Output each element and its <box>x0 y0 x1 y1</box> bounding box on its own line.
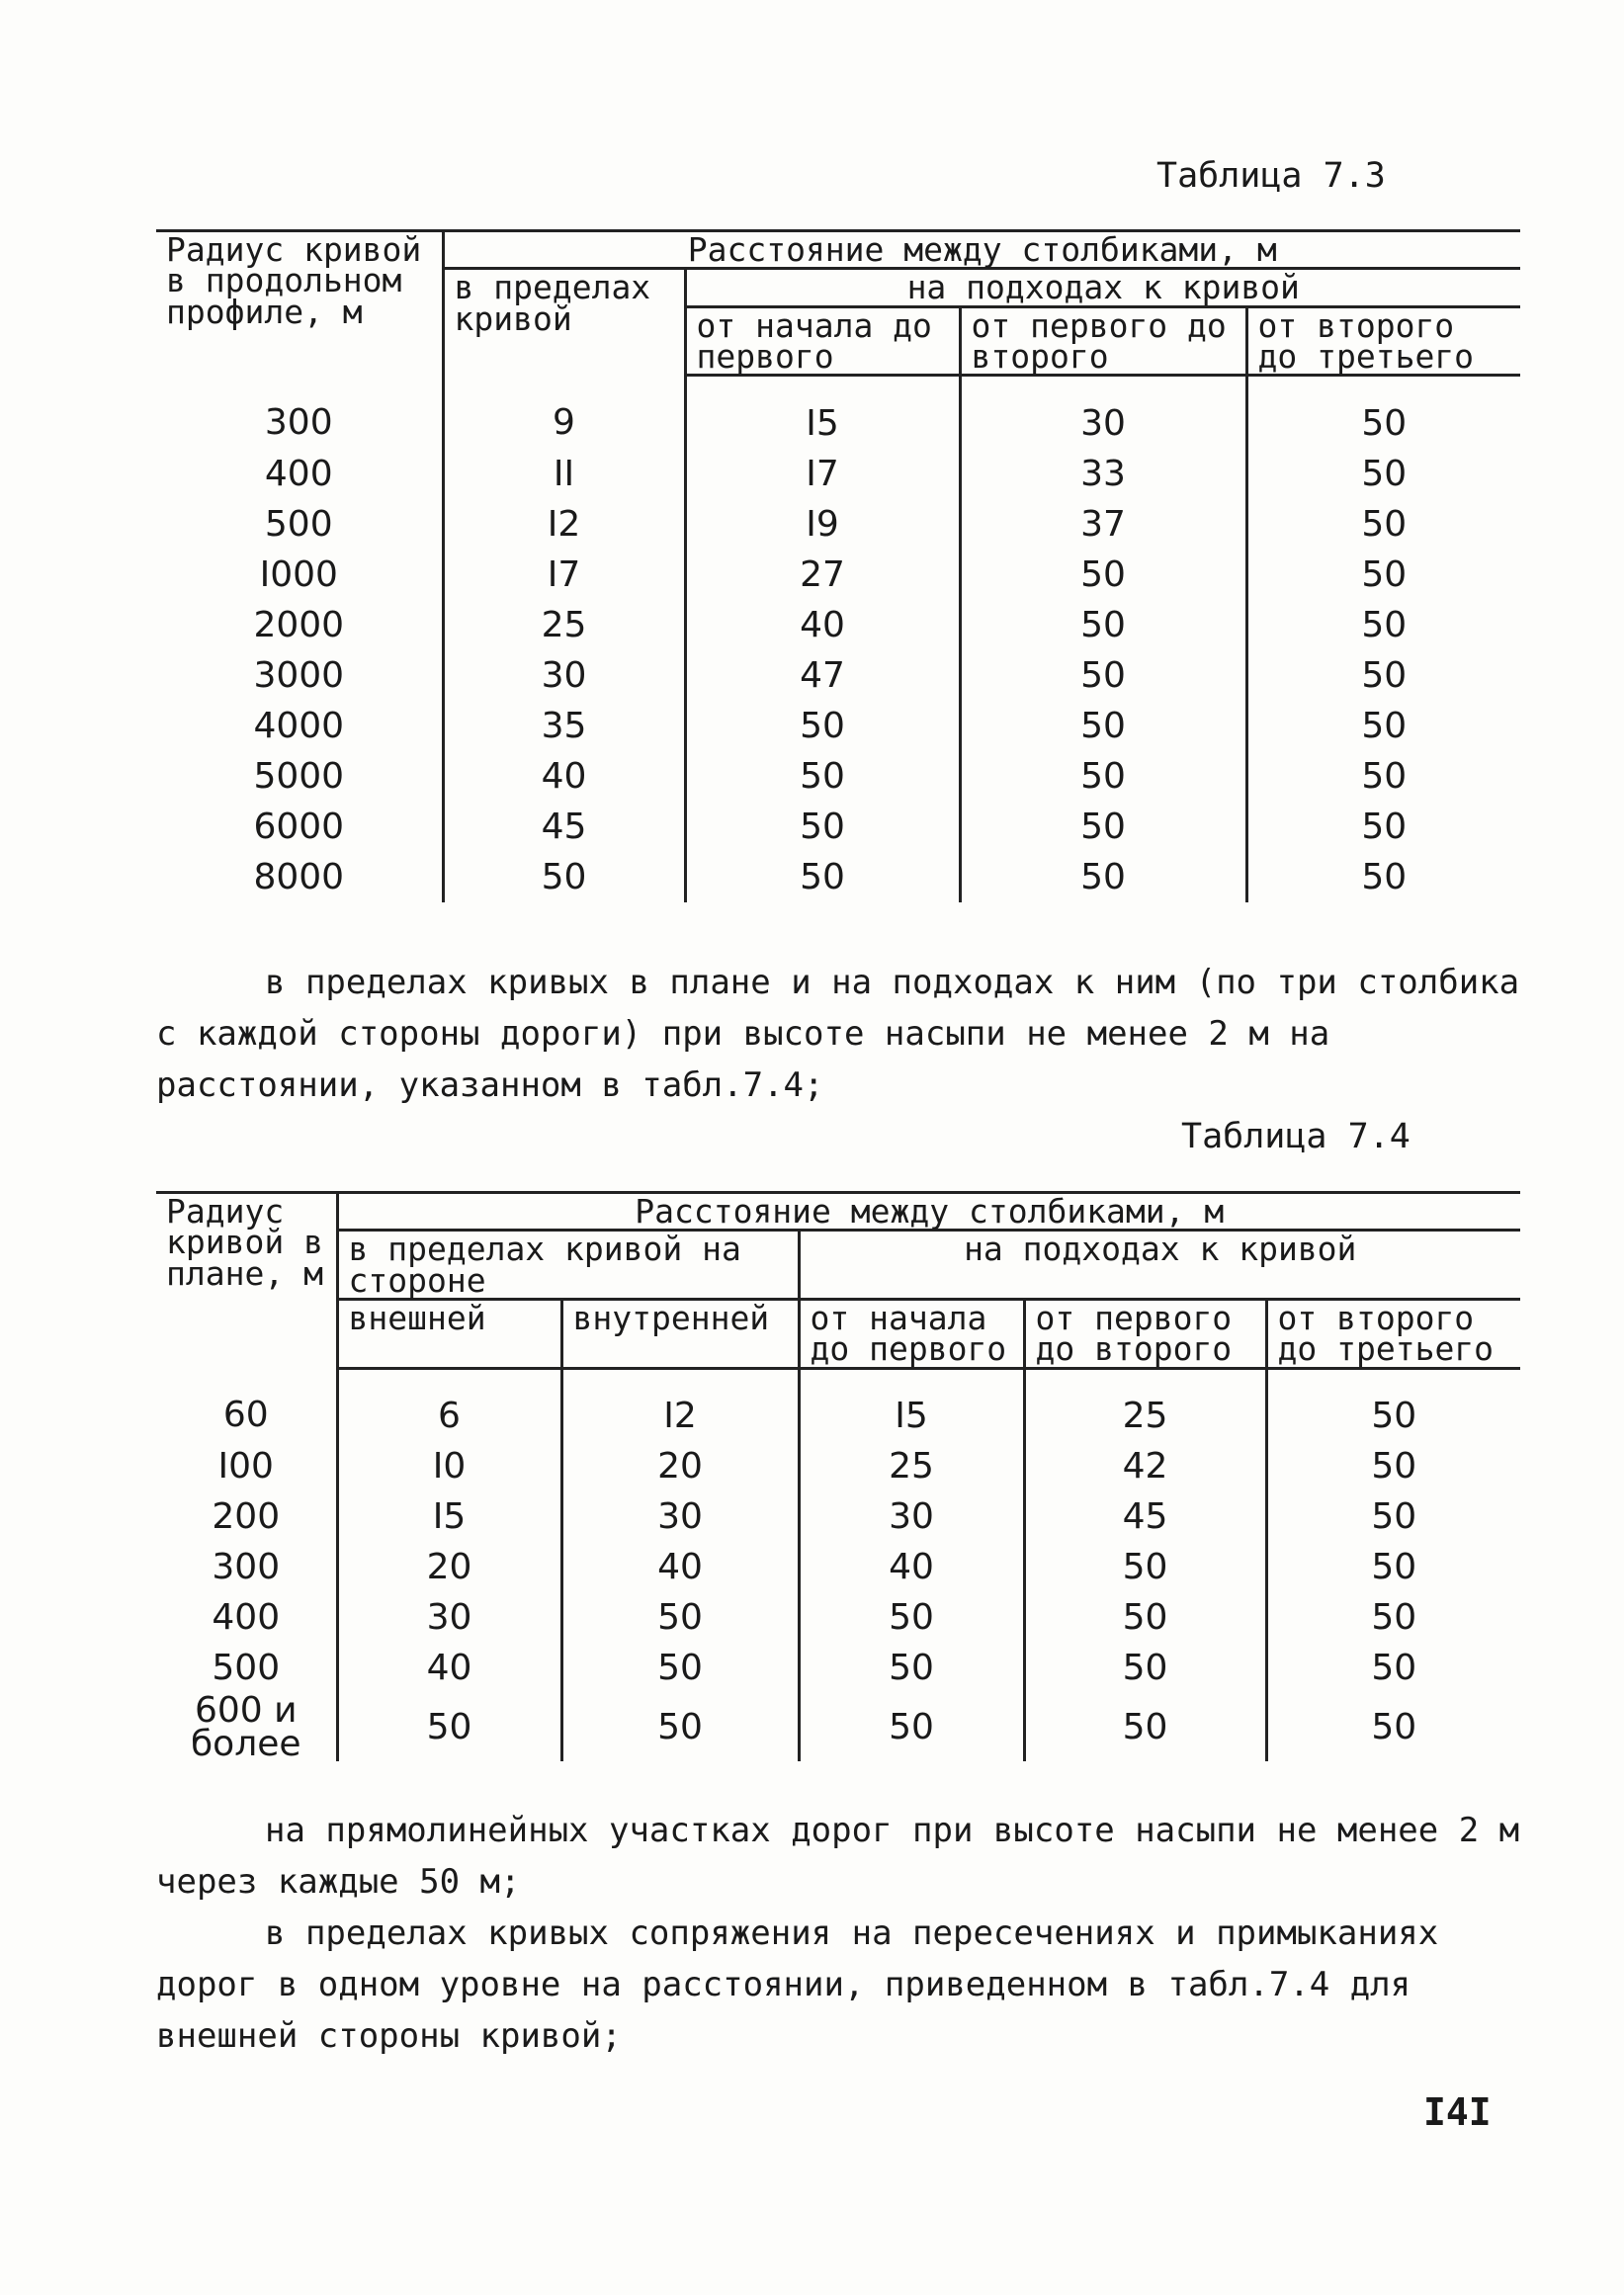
radius-cell: 6000 <box>253 806 345 847</box>
distance-cell: 50 <box>960 650 1246 701</box>
distance-cell: 50 <box>1266 1543 1520 1593</box>
distance-cell: 50 <box>1246 701 1520 751</box>
table-row <box>156 701 1520 751</box>
table-7-3-body <box>156 376 1520 903</box>
distance-cell: I2 <box>561 1368 799 1442</box>
radius-cell: 4000 <box>253 705 345 746</box>
header-within-side: в пределах кривой на стороне <box>337 1231 799 1300</box>
distance-cell: 50 <box>1246 376 1520 450</box>
distance-cell: I5 <box>685 376 960 450</box>
distance-cell: 40 <box>561 1543 799 1593</box>
distance-cell: 50 <box>960 550 1246 600</box>
distance-cell: 50 <box>960 600 1246 650</box>
distance-cell: 40 <box>685 600 960 650</box>
distance-cell: 50 <box>1246 751 1520 802</box>
distance-cell: 50 <box>685 701 960 751</box>
distance-cell: 25 <box>443 600 685 650</box>
distance-cell: 50 <box>960 701 1246 751</box>
table-7-4-caption: Таблица 7.4 <box>1181 1117 1410 1156</box>
distance-cell: II <box>443 449 685 499</box>
distance-cell: 30 <box>443 650 685 701</box>
distance-cell: 50 <box>1246 852 1520 902</box>
distance-cell: 50 <box>1266 1644 1520 1694</box>
distance-cell: 42 <box>1024 1442 1266 1492</box>
distance-cell: 50 <box>337 1694 561 1761</box>
header-first-second: от первого до второго <box>960 306 1246 376</box>
distance-cell: 20 <box>337 1543 561 1593</box>
radius-cell: 2000 <box>253 604 345 645</box>
distance-cell: I2 <box>443 499 685 550</box>
table-row <box>156 802 1520 852</box>
table-row <box>156 1492 1520 1543</box>
distance-cell: 50 <box>443 852 685 902</box>
distance-cell: 50 <box>1266 1442 1520 1492</box>
table-row <box>156 1593 1520 1644</box>
distance-cell: 50 <box>960 852 1246 902</box>
table-row <box>156 650 1520 701</box>
distance-cell: I0 <box>337 1442 561 1492</box>
distance-cell: 50 <box>1024 1543 1266 1593</box>
table-row <box>156 1644 1520 1694</box>
distance-cell: 50 <box>561 1593 799 1644</box>
distance-cell: 50 <box>960 802 1246 852</box>
distance-cell: 50 <box>960 751 1246 802</box>
header-approaches: на подходах к кривой <box>799 1231 1520 1300</box>
distance-cell: 50 <box>1246 550 1520 600</box>
distance-cell: 37 <box>960 499 1246 550</box>
radius-cell: 3000 <box>253 654 345 696</box>
table-row <box>156 550 1520 600</box>
distance-cell: 50 <box>1266 1368 1520 1442</box>
paragraph-curves-in-plan: в пределах кривых в плане и на подходах к ним (по три столбика с каждой стороны дороги) при высоте насыпи не менее 2 м на расстоянии, указанном в табл.7.4; <box>156 963 1520 1105</box>
distance-cell: 47 <box>685 650 960 701</box>
distance-cell: 50 <box>1266 1694 1520 1761</box>
radius-cell: 300 <box>212 1547 281 1588</box>
distance-cell: 25 <box>1024 1368 1266 1442</box>
header-distance: Расстояние между столбиками, м <box>337 1193 1520 1231</box>
header-radius: Радиус кривой в продольном профиле, м <box>156 231 443 376</box>
distance-cell: 35 <box>443 701 685 751</box>
table-7-4-body <box>156 1368 1520 1764</box>
table-row <box>156 852 1520 902</box>
distance-cell: 50 <box>685 802 960 852</box>
distance-cell: 50 <box>1024 1644 1266 1694</box>
distance-cell: 50 <box>1246 449 1520 499</box>
distance-cell: 27 <box>685 550 960 600</box>
table-7-4 <box>156 1191 1520 1764</box>
distance-cell: 40 <box>337 1644 561 1694</box>
header-within: в пределах кривой <box>443 269 685 376</box>
distance-cell: 33 <box>960 449 1246 499</box>
table-row <box>156 1442 1520 1492</box>
table-7-3 <box>156 229 1520 902</box>
header-approaches: на подходах к кривой <box>685 269 1520 306</box>
distance-cell: 50 <box>1266 1593 1520 1644</box>
distance-cell: 30 <box>960 376 1246 450</box>
distance-cell: I5 <box>337 1492 561 1543</box>
table-row <box>156 1543 1520 1593</box>
distance-cell: 9 <box>443 376 685 450</box>
paragraph-straight-sections: на прямолинейных участках дорог при высоте насыпи не менее 2 м через каждые 50 м; <box>156 1811 1520 1902</box>
table-row <box>156 1368 1520 1442</box>
distance-cell: I9 <box>685 499 960 550</box>
table-row <box>156 751 1520 802</box>
radius-cell: I00 <box>217 1446 274 1488</box>
distance-cell: 6 <box>337 1368 561 1442</box>
distance-cell: 25 <box>799 1442 1024 1492</box>
distance-cell: 45 <box>1024 1492 1266 1543</box>
distance-cell: 50 <box>1266 1492 1520 1543</box>
distance-cell: 50 <box>685 852 960 902</box>
distance-cell: 50 <box>1246 802 1520 852</box>
radius-cell: 400 <box>264 453 333 494</box>
radius-cell: 200 <box>212 1496 281 1538</box>
radius-cell: 8000 <box>253 856 345 897</box>
distance-cell: 50 <box>799 1694 1024 1761</box>
distance-cell: 30 <box>799 1492 1024 1543</box>
radius-cell: 300 <box>264 402 333 444</box>
distance-cell: 50 <box>799 1644 1024 1694</box>
distance-cell: I5 <box>799 1368 1024 1442</box>
header-second-third: от второго до третьего <box>1246 306 1520 376</box>
header-start-first: от начала до первого <box>799 1300 1024 1369</box>
table-row <box>156 600 1520 650</box>
radius-cell: 500 <box>212 1648 281 1689</box>
radius-cell: 600 и более <box>190 1689 301 1764</box>
radius-cell: 5000 <box>253 755 345 797</box>
distance-cell: 50 <box>1246 499 1520 550</box>
distance-cell: I7 <box>443 550 685 600</box>
distance-cell: 50 <box>561 1644 799 1694</box>
radius-cell: 60 <box>222 1395 269 1436</box>
distance-cell: 50 <box>561 1694 799 1761</box>
table-row <box>156 1694 1520 1761</box>
distance-cell: 50 <box>1246 650 1520 701</box>
distance-cell: 50 <box>685 751 960 802</box>
table-row <box>156 499 1520 550</box>
distance-cell: 20 <box>561 1442 799 1492</box>
distance-cell: 50 <box>799 1593 1024 1644</box>
distance-cell: 50 <box>1024 1593 1266 1644</box>
distance-cell: 30 <box>561 1492 799 1543</box>
table-7-3-caption: Таблица 7.3 <box>1156 156 1386 196</box>
header-start-first: от начала до первого <box>685 306 960 376</box>
distance-cell: 50 <box>1246 600 1520 650</box>
distance-cell: 40 <box>799 1543 1024 1593</box>
paragraph-junction-curves: в пределах кривых сопряжения на пересечениях и примыканиях дорог в одном уровне на расстоянии, приведенном в табл.7.4 для внешней стороны кривой; <box>156 1913 1439 2056</box>
page-number: I4I <box>1423 2090 1492 2134</box>
header-distance: Расстояние между столбиками, м <box>443 231 1520 269</box>
table-row <box>156 376 1520 450</box>
radius-cell: I000 <box>259 553 338 595</box>
header-outer: внешней <box>337 1300 561 1369</box>
distance-cell: 50 <box>1024 1694 1266 1761</box>
header-first-second: от первого до второго <box>1024 1300 1266 1369</box>
distance-cell: 30 <box>337 1593 561 1644</box>
radius-cell: 500 <box>264 503 333 545</box>
distance-cell: 45 <box>443 802 685 852</box>
table-row <box>156 449 1520 499</box>
header-inner: внутренней <box>561 1300 799 1369</box>
distance-cell: 40 <box>443 751 685 802</box>
distance-cell: I7 <box>685 449 960 499</box>
header-radius: Радиус кривой в плане, м <box>156 1193 337 1369</box>
header-second-third: от второго до третьего <box>1266 1300 1520 1369</box>
radius-cell: 400 <box>212 1597 281 1639</box>
